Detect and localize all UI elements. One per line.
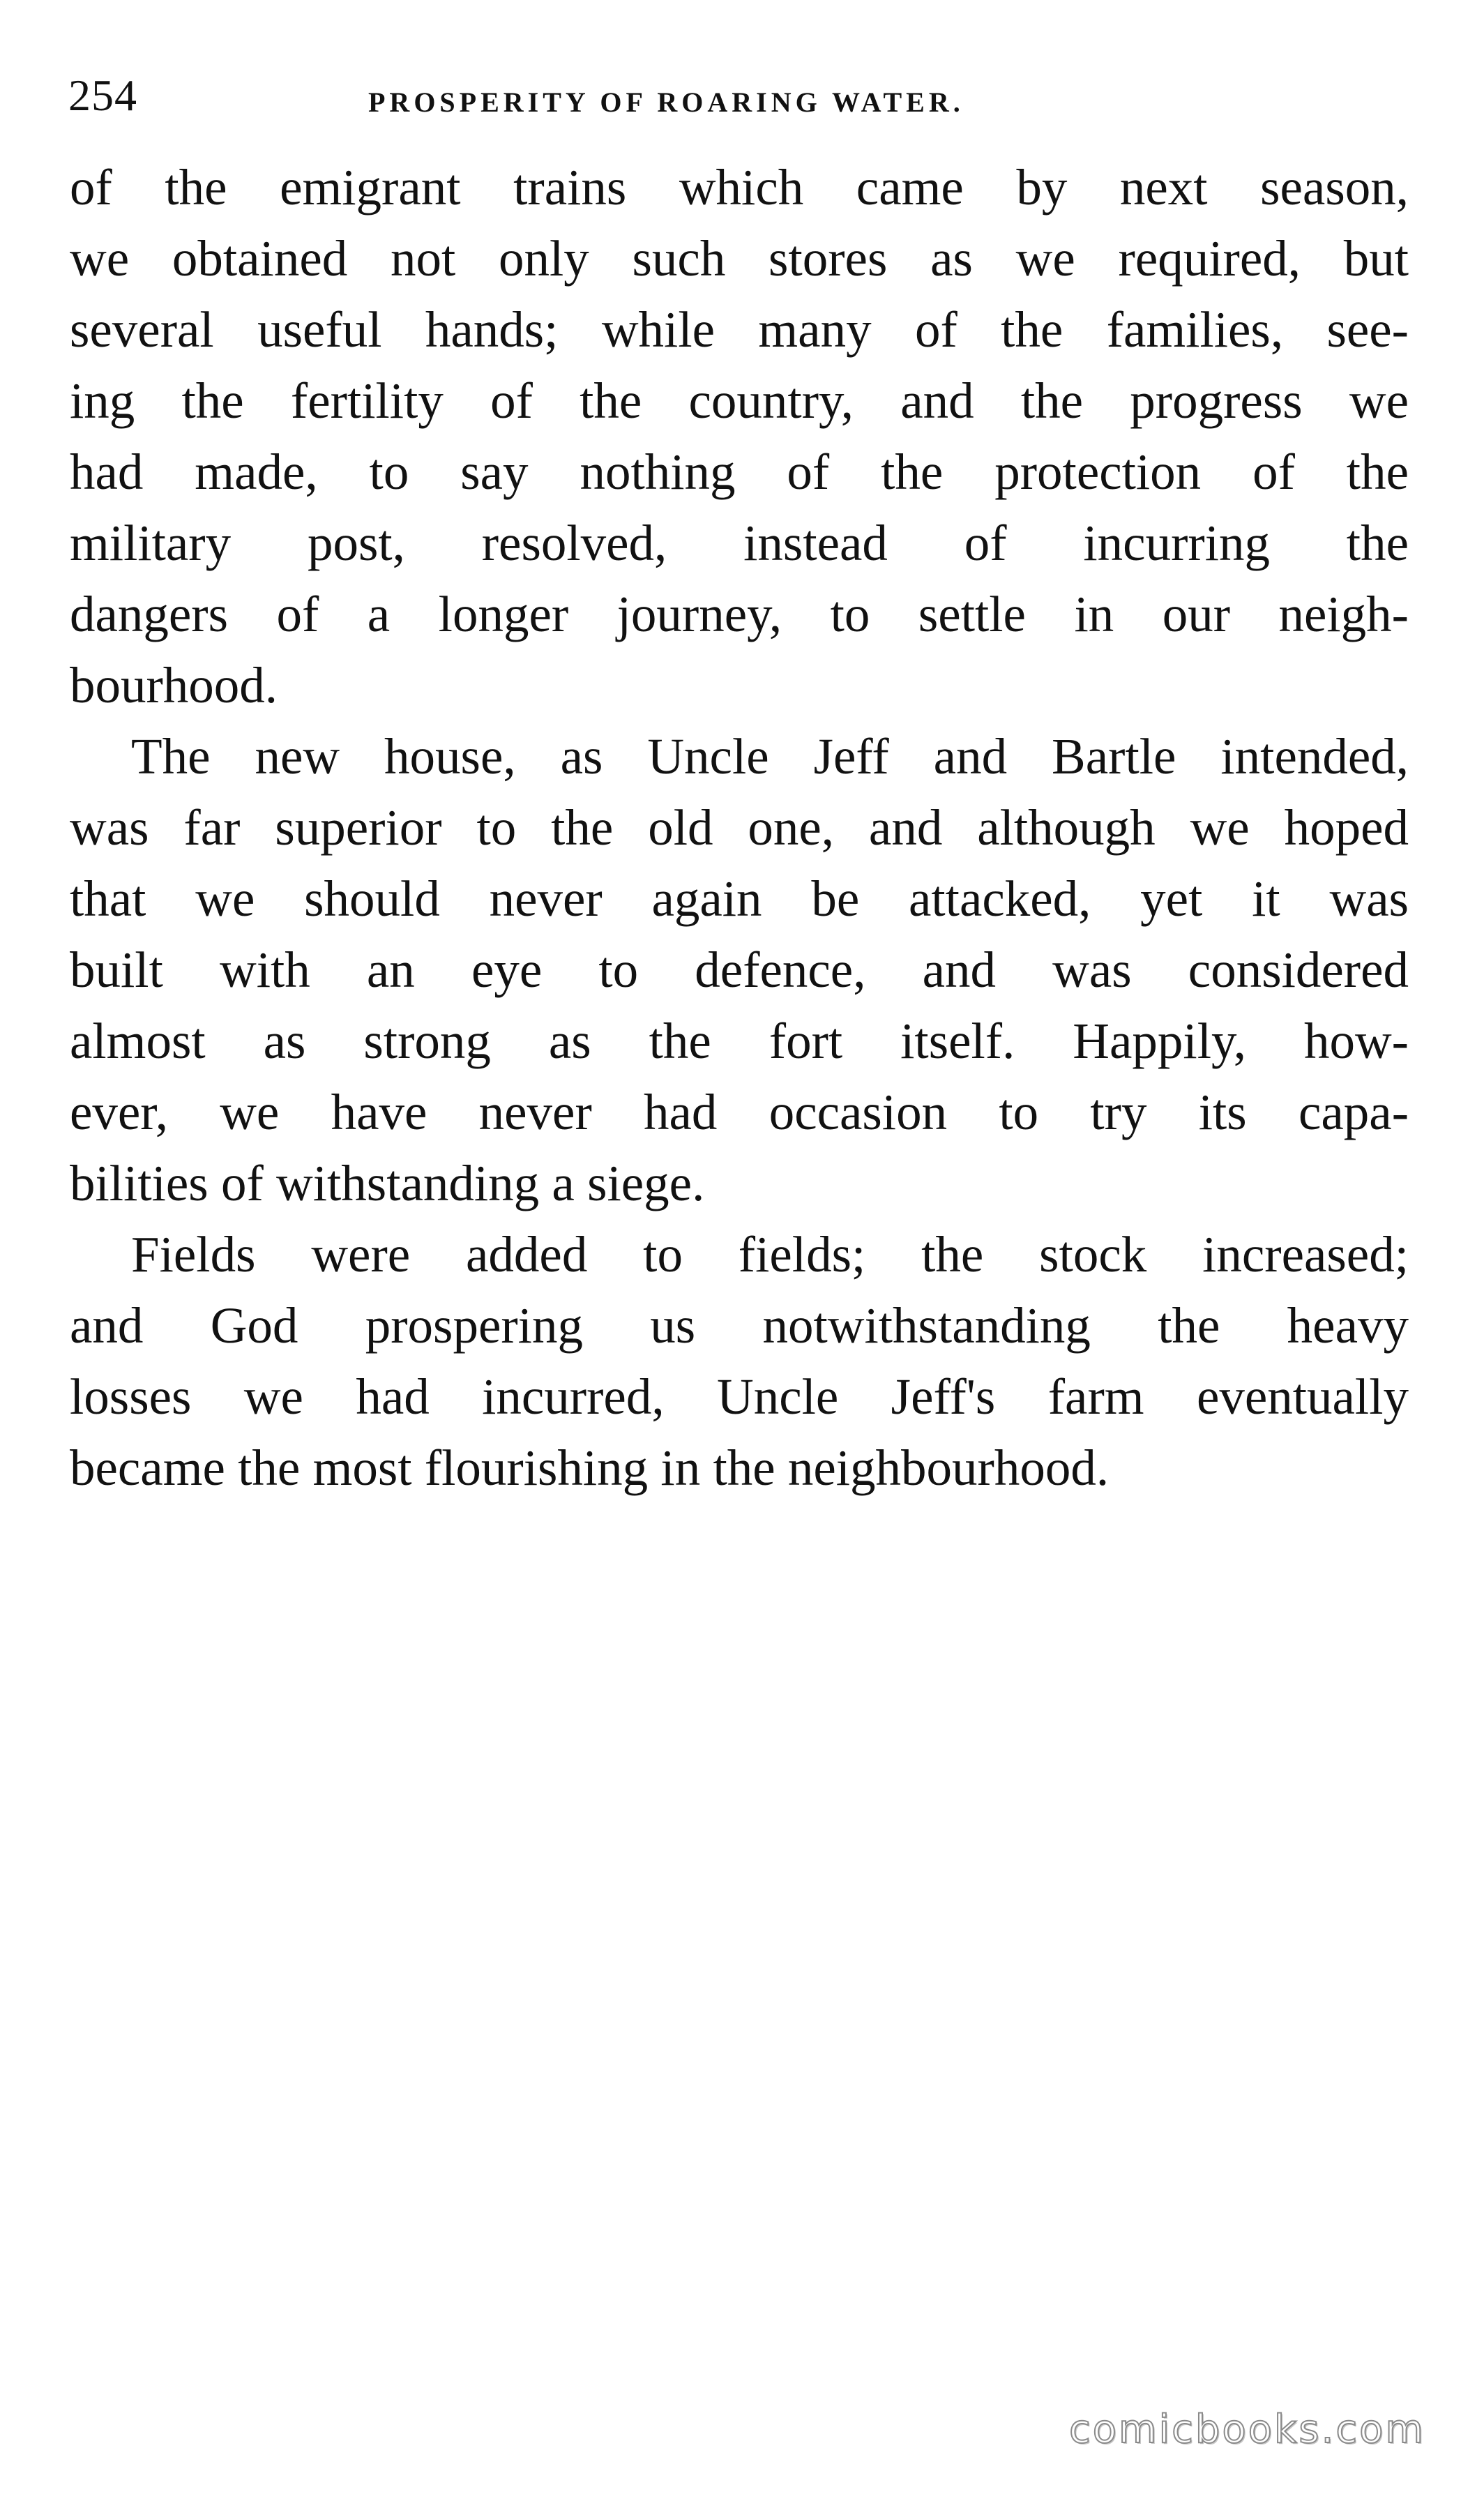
text-line: military post, resolved, instead of incurring the [70,515,1409,571]
text-line: became the most flourishing in the neighbourhood. [70,1440,1110,1496]
running-title: PROSPERITY OF ROARING WATER. [368,86,964,118]
text-line: dangers of a longer journey, to settle in our neigh- [70,586,1409,642]
text-line: almost as strong as the fort itself. Happily, how- [70,1013,1409,1069]
text-line: Fields were added to fields; the stock increased; [131,1226,1409,1283]
page-number: 254 [68,70,137,120]
text-line: was far superior to the old one, and although we hoped [70,799,1409,856]
text-line: ing the fertility of the country, and the progress we [70,372,1409,429]
text-line: losses we had incurred, Uncle Jeff's farm eventually [70,1368,1409,1425]
paragraph [70,721,1409,1219]
text-line: and God prospering us notwithstanding the heavy [70,1297,1409,1354]
text-line: of the emigrant trains which came by next season, [70,159,1409,216]
running-head [68,64,1407,127]
text-line: we obtained not only such stores as we required, but [70,230,1409,287]
text-line: built with an eye to defence, and was considered [70,942,1409,998]
paragraph [70,152,1409,721]
text-line: The new house, as Uncle Jeff and Bartle intended, [131,728,1409,785]
text-line: that we should never again be attacked, yet it was [70,870,1409,927]
text-line: bilities of withstanding a siege. [70,1155,705,1211]
text-line: had made, to say nothing of the protection of the [70,444,1409,500]
text-line: several useful hands; while many of the families, see- [70,301,1409,358]
body-text [70,152,1409,1504]
text-line: ever, we have never had occasion to try its capa- [70,1084,1409,1140]
paragraph [70,1219,1409,1504]
watermark-logo: comicbooks.com [1068,2407,1425,2452]
text-line: bourhood. [70,657,278,713]
